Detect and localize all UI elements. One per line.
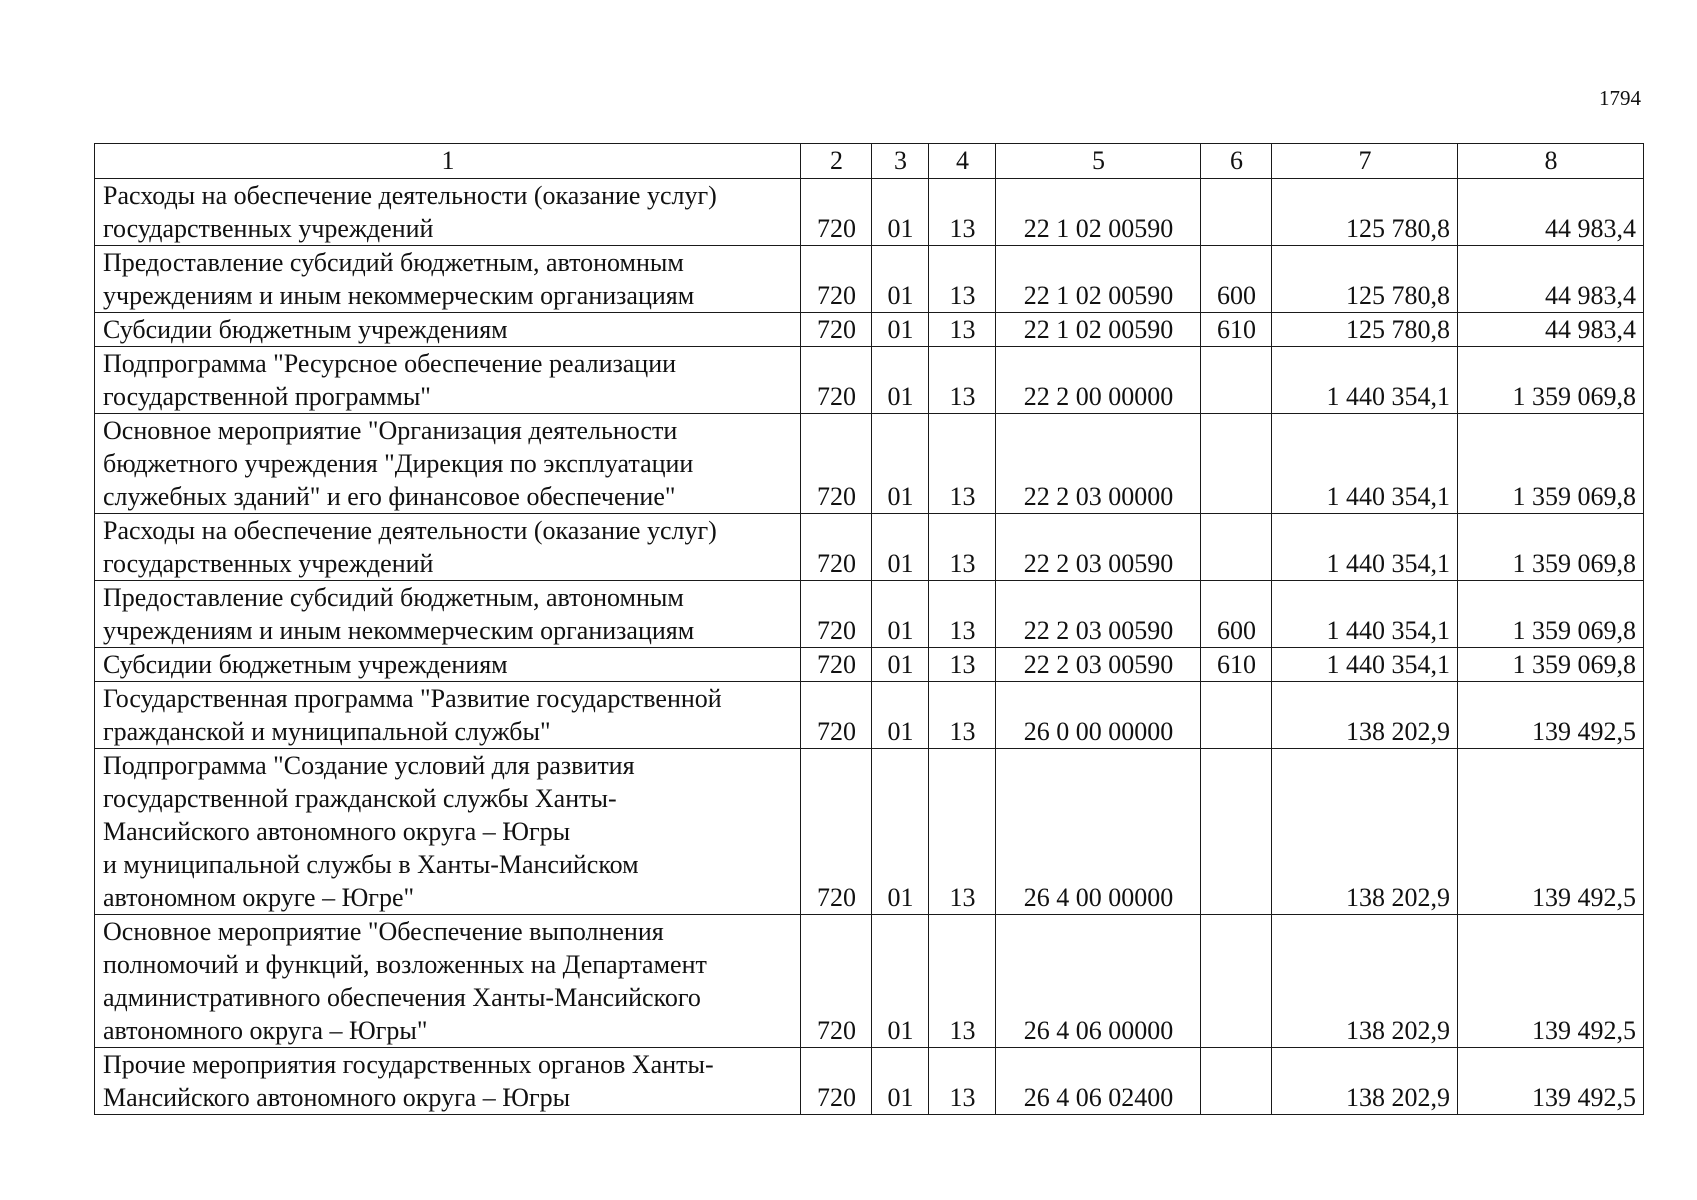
cell-amount-year-1: 125 780,8 [1272,179,1458,246]
cell-amount-year-2: 1 359 069,8 [1458,347,1644,414]
name-line: учреждениям и иным некоммерческим организациям [103,281,695,310]
cell-amount-year-2: 44 983,4 [1458,313,1644,347]
cell-target-article: 22 2 03 00000 [996,414,1201,514]
cell-expense-type [1201,1048,1272,1115]
cell-section: 01 [872,347,929,414]
cell-section: 01 [872,682,929,749]
name-line: государственной гражданской службы Ханты- [103,784,617,813]
cell-subsection: 13 [929,1048,996,1115]
name-line: административного обеспечения Ханты-Мансийского [103,983,701,1012]
page-number: 1794 [1599,86,1641,110]
cell-expense-type [1201,179,1272,246]
cell-amount-year-1: 1 440 354,1 [1272,414,1458,514]
cell-amount-year-2: 1 359 069,8 [1458,648,1644,682]
cell-amount-year-2: 139 492,5 [1458,749,1644,915]
cell-amount-year-2: 139 492,5 [1458,915,1644,1048]
header-row [95,144,1644,179]
name-line: Подпрограмма "Ресурсное обеспечение реализации [103,349,677,378]
cell-subsection: 13 [929,514,996,581]
cell-section: 01 [872,581,929,648]
cell-name [95,347,801,414]
cell-amount-year-1: 125 780,8 [1272,246,1458,313]
name-line: Прочие мероприятия государственных органов Ханты- [103,1050,714,1079]
name-line: Субсидии бюджетным учреждениям [103,650,508,679]
table-body [95,179,1644,1115]
table-row [95,347,1644,414]
cell-expense-type: 600 [1201,246,1272,313]
header-col-7: 7 [1272,144,1458,179]
cell-department-code: 720 [801,682,872,749]
cell-target-article: 22 2 03 00590 [996,514,1201,581]
cell-department-code: 720 [801,648,872,682]
header-col-1: 1 [95,144,801,179]
cell-subsection: 13 [929,749,996,915]
name-line: полномочий и функций, возложенных на Департамент [103,950,707,979]
name-line: государственных учреждений [103,214,434,243]
cell-name [95,414,801,514]
cell-amount-year-1: 1 440 354,1 [1272,347,1458,414]
name-line: гражданской и муниципальной службы" [103,717,551,746]
cell-amount-year-1: 138 202,9 [1272,915,1458,1048]
table-row [95,179,1644,246]
cell-expense-type [1201,915,1272,1048]
cell-department-code: 720 [801,313,872,347]
cell-name [95,514,801,581]
cell-subsection: 13 [929,915,996,1048]
name-line: автономного округа – Югры" [103,1016,428,1045]
cell-section: 01 [872,246,929,313]
cell-target-article: 22 2 03 00590 [996,581,1201,648]
cell-name [95,915,801,1048]
cell-amount-year-1: 138 202,9 [1272,682,1458,749]
cell-amount-year-1: 1 440 354,1 [1272,514,1458,581]
cell-target-article: 22 1 02 00590 [996,179,1201,246]
cell-department-code: 720 [801,581,872,648]
cell-department-code: 720 [801,179,872,246]
cell-subsection: 13 [929,179,996,246]
cell-department-code: 720 [801,246,872,313]
name-line: служебных зданий" и его финансовое обеспечение" [103,482,676,511]
cell-expense-type: 600 [1201,581,1272,648]
cell-name [95,1048,801,1115]
cell-subsection: 13 [929,581,996,648]
table-row [95,514,1644,581]
name-line: Предоставление субсидий бюджетным, автономным [103,248,684,277]
name-line: бюджетного учреждения "Дирекция по эксплуатации [103,449,694,478]
table-row [95,648,1644,682]
table-row [95,581,1644,648]
cell-amount-year-2: 1 359 069,8 [1458,581,1644,648]
cell-amount-year-1: 125 780,8 [1272,313,1458,347]
cell-subsection: 13 [929,414,996,514]
cell-expense-type: 610 [1201,648,1272,682]
cell-target-article: 22 1 02 00590 [996,313,1201,347]
cell-section: 01 [872,1048,929,1115]
cell-section: 01 [872,514,929,581]
cell-target-article: 22 2 00 00000 [996,347,1201,414]
cell-subsection: 13 [929,682,996,749]
table-row [95,915,1644,1048]
budget-table [94,143,1644,1115]
cell-amount-year-2: 44 983,4 [1458,246,1644,313]
cell-amount-year-2: 139 492,5 [1458,1048,1644,1115]
name-line: Основное мероприятие "Обеспечение выполнения [103,917,664,946]
name-line: Подпрограмма "Создание условий для развития [103,751,635,780]
cell-department-code: 720 [801,749,872,915]
name-line: Расходы на обеспечение деятельности (оказание услуг) [103,181,717,210]
cell-section: 01 [872,648,929,682]
cell-amount-year-2: 139 492,5 [1458,682,1644,749]
cell-section: 01 [872,313,929,347]
cell-department-code: 720 [801,1048,872,1115]
cell-expense-type [1201,414,1272,514]
cell-amount-year-1: 1 440 354,1 [1272,581,1458,648]
name-line: Субсидии бюджетным учреждениям [103,315,508,344]
name-line: Мансийского автономного округа – Югры [103,1083,571,1112]
name-line: учреждениям и иным некоммерческим организациям [103,616,695,645]
header-col-5: 5 [996,144,1201,179]
header-col-3: 3 [872,144,929,179]
cell-amount-year-2: 44 983,4 [1458,179,1644,246]
cell-name [95,581,801,648]
cell-target-article: 26 4 00 00000 [996,749,1201,915]
cell-target-article: 22 2 03 00590 [996,648,1201,682]
cell-subsection: 13 [929,648,996,682]
cell-section: 01 [872,414,929,514]
header-col-2: 2 [801,144,872,179]
table-row [95,749,1644,915]
cell-expense-type [1201,749,1272,915]
cell-section: 01 [872,749,929,915]
table-row [95,1048,1644,1115]
header-col-8: 8 [1458,144,1644,179]
table-row [95,246,1644,313]
table-row [95,682,1644,749]
cell-expense-type [1201,347,1272,414]
name-line: Государственная программа "Развитие государственной [103,684,722,713]
cell-name [95,246,801,313]
table-row [95,313,1644,347]
cell-name [95,749,801,915]
cell-section: 01 [872,179,929,246]
name-line: и муниципальной службы в Ханты-Мансийском [103,850,639,879]
cell-amount-year-2: 1 359 069,8 [1458,514,1644,581]
name-line: государственной программы" [103,382,431,411]
cell-target-article: 26 0 00 00000 [996,682,1201,749]
cell-amount-year-1: 138 202,9 [1272,1048,1458,1115]
name-line: Расходы на обеспечение деятельности (оказание услуг) [103,516,717,545]
cell-amount-year-1: 138 202,9 [1272,749,1458,915]
cell-department-code: 720 [801,915,872,1048]
cell-name [95,313,801,347]
cell-name [95,179,801,246]
cell-expense-type [1201,682,1272,749]
cell-subsection: 13 [929,347,996,414]
cell-target-article: 26 4 06 02400 [996,1048,1201,1115]
cell-department-code: 720 [801,414,872,514]
cell-name [95,648,801,682]
cell-target-article: 22 1 02 00590 [996,246,1201,313]
name-line: Мансийского автономного округа – Югры [103,817,571,846]
cell-expense-type [1201,514,1272,581]
name-line: Предоставление субсидий бюджетным, автономным [103,583,684,612]
cell-subsection: 13 [929,246,996,313]
cell-section: 01 [872,915,929,1048]
cell-subsection: 13 [929,313,996,347]
cell-target-article: 26 4 06 00000 [996,915,1201,1048]
cell-amount-year-1: 1 440 354,1 [1272,648,1458,682]
name-line: Основное мероприятие "Организация деятельности [103,416,678,445]
header-col-4: 4 [929,144,996,179]
name-line: государственных учреждений [103,549,434,578]
cell-department-code: 720 [801,514,872,581]
cell-amount-year-2: 1 359 069,8 [1458,414,1644,514]
header-col-6: 6 [1201,144,1272,179]
cell-department-code: 720 [801,347,872,414]
name-line: автономном округе – Югре" [103,883,415,912]
table-row [95,414,1644,514]
cell-name [95,682,801,749]
cell-expense-type: 610 [1201,313,1272,347]
